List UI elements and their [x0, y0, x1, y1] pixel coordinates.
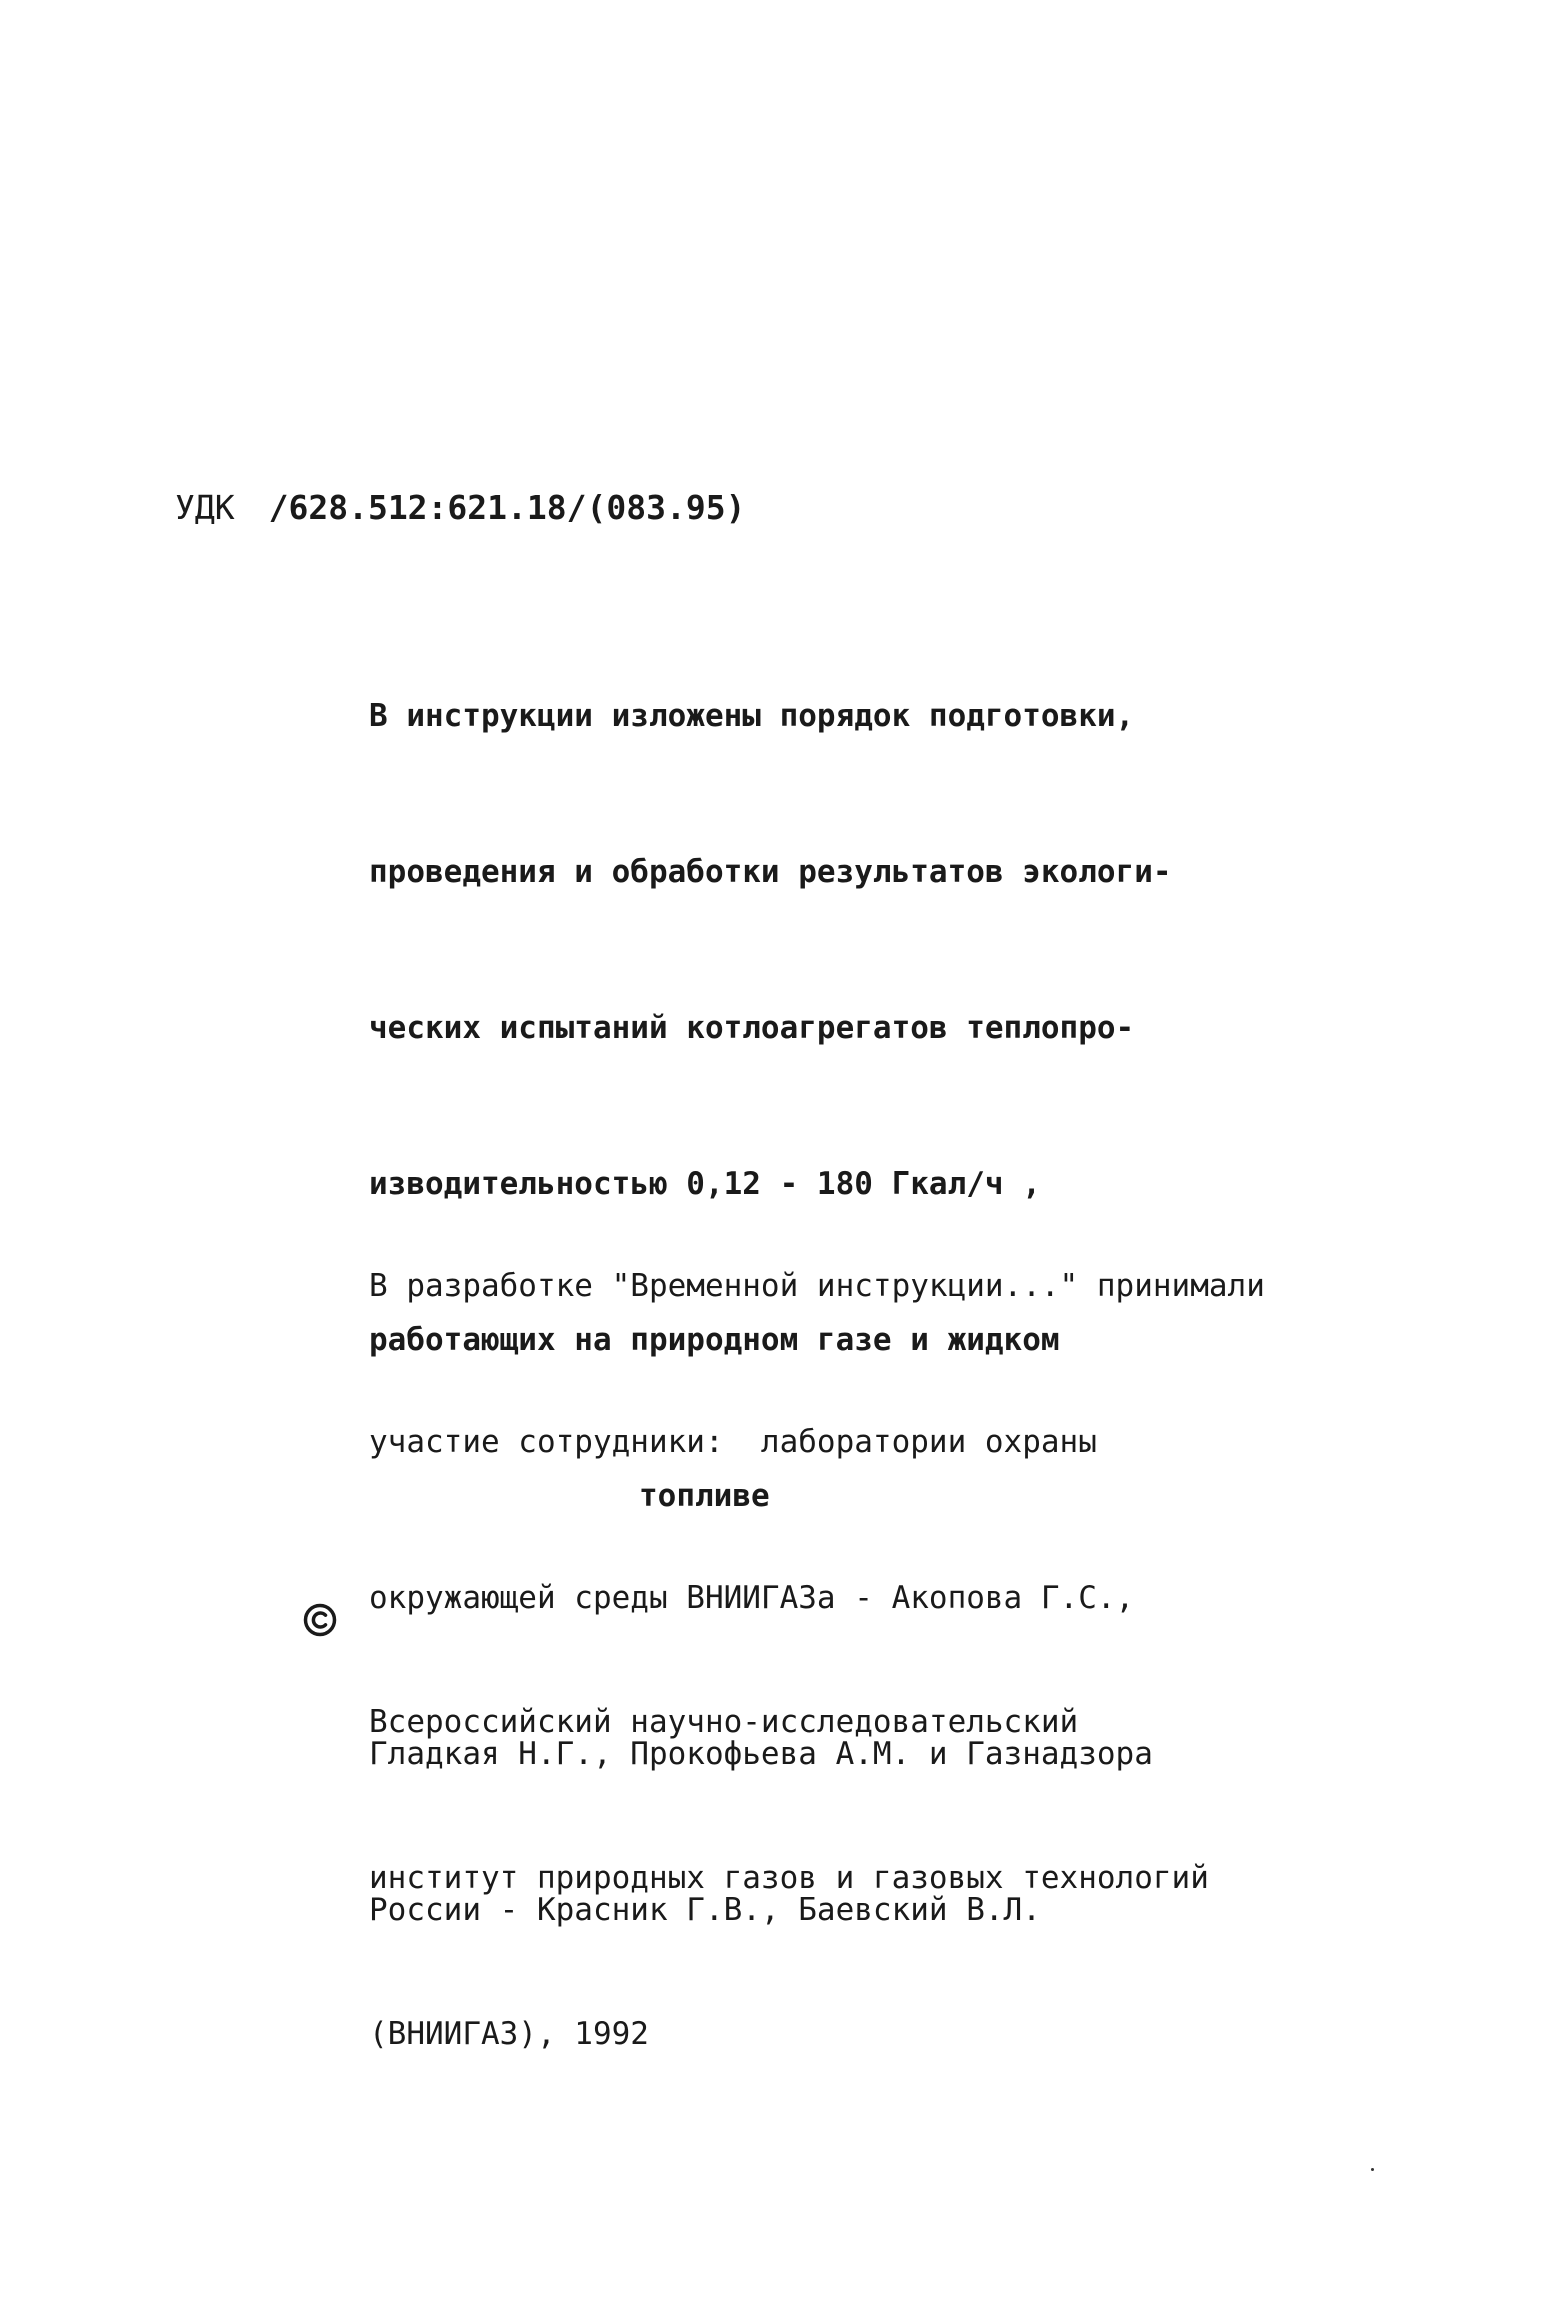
abstract-line: топливе	[639, 1478, 770, 1514]
abstract-line: проведения и обработки результатов экологи-	[369, 854, 1172, 890]
abstract-line: изводительностью 0,12 - 180 Гкал/ч ,	[369, 1166, 1041, 1202]
abstract-line: работающих на природном газе и жидком	[369, 1322, 1060, 1358]
udk-line	[175, 488, 745, 527]
authors-line: В разработке "Временной инструкции..." принимали	[369, 1268, 1265, 1304]
authors-line: России - Красник Г.В., Баевский В.Л.	[369, 1892, 1041, 1928]
scan-speck	[1371, 2168, 1374, 2171]
copyright-line: Всероссийский научно-исследовательский	[369, 1704, 1079, 1740]
abstract-line: ческих испытаний котлоагрегатов теплопро-	[369, 1010, 1135, 1046]
authors-line: окружающей среды ВНИИГАЗа - Акопова Г.С.,	[369, 1580, 1135, 1616]
authors-line: участие сотрудники: лаборатории охраны	[369, 1424, 1097, 1460]
copyright-icon	[303, 1603, 337, 1637]
authors-line: Гладкая Н.Г., Прокофьева А.М. и Газнадзора	[369, 1736, 1153, 1772]
abstract-line: В инструкции изложены порядок подготовки,	[369, 698, 1135, 734]
copyright-line: (ВНИИГАЗ), 1992	[369, 2016, 649, 2052]
copyright-paragraph	[369, 1592, 1209, 2164]
udk-code: /628.512:621.18/(083.95)	[268, 488, 746, 527]
copyright-line: институт природных газов и газовых технологий	[369, 1860, 1209, 1896]
udk-label: УДК	[175, 488, 235, 527]
